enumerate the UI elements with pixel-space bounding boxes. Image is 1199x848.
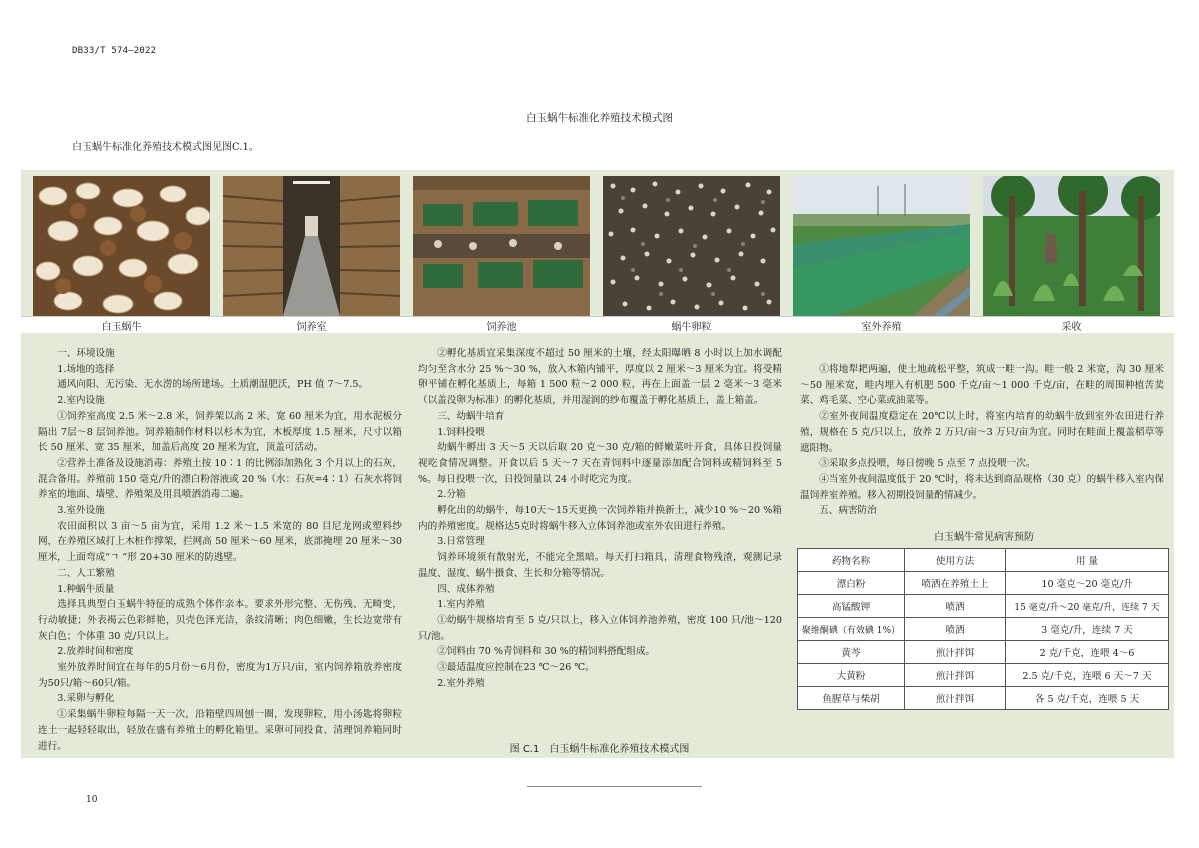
paragraph: 3.室外设施 <box>57 505 105 517</box>
paragraph: 1.饲料投喂 <box>437 426 485 438</box>
paragraph: 四、成体养殖 <box>437 583 495 595</box>
paragraph: 1.室内养殖 <box>437 599 485 611</box>
table-row <box>798 595 1169 618</box>
table-cell: 喷洒 <box>905 618 1006 641</box>
table-row <box>798 664 1169 687</box>
paragraph: 孵化出的幼蜗牛，每10天～15天更换一次饲养箱并换新土，减少10 %～20 %箱内的养殖密度。规格达5克时将蜗牛移入立体饲养池或室外农田进行养殖。 <box>418 505 782 532</box>
paragraph: 2.室内设施 <box>57 395 105 407</box>
table-cell: 大黄粉 <box>798 664 905 687</box>
paragraph: ③最适温度应控制在23 ℃～26 ℃。 <box>437 662 595 674</box>
paragraph: ②营养土准备及设施消毒：养殖土按 10∶1 的比例添加熟化 3 个月以上的石灰，混合备用。养殖前 150 毫克/升的漂白粉溶液或 20 %（水：石灰=4∶1）石灰水将饲养室的地面、墙壁、养殖架及用具喷洒消毒二遍。 <box>38 457 402 501</box>
photo-caption: 饲养池 <box>486 322 517 333</box>
paragraph: 2.室外养殖 <box>437 677 485 689</box>
paragraph: ③采取多点投喂，每日傍晚 5 点至 7 点投喂一次。 <box>819 458 1036 470</box>
page-number: 10 <box>86 795 98 805</box>
paragraph: ①饲养室高度 2.5 米～2.8 米，饲养架以高 2 米、宽 60 厘米为宜，用水泥板分隔出 7层～8 层饲养池。饲养箱制作材料以杉木为宜，木板厚度 1.5 厘米，尺寸以箱长 50 厘米、宽 35 厘米，加盖后高度 20 厘米为宜，顶盖可活动。 <box>38 410 402 454</box>
paragraph: 2.放养时间和密度 <box>57 646 134 658</box>
paragraph: ②室外夜间温度稳定在 20℃以上时，将室内培育的幼蜗牛放到室外农田进行养殖，规格在 5 克/只以上，放养 2 万只/亩～3 万只/亩为宜。同时在畦面上覆盖稻草等遮阳物。 <box>800 411 1164 454</box>
table-row <box>798 641 1169 664</box>
table-cell: 聚维酮碘（有效碘 1%） <box>798 618 905 641</box>
paragraph: ④当室外夜间温度低于 20 ℃时，将未达到商品规格（30 克）的蜗牛移入室内保温饲养室养殖。移入初期投饲量酌情减少。 <box>800 473 1164 501</box>
table-header-cell: 使用方法 <box>905 549 1006 572</box>
table-cell: 高锰酸钾 <box>798 595 905 618</box>
breeding-pool-photo <box>413 176 590 316</box>
text-column-3 <box>800 362 1164 519</box>
breeding-room-photo <box>223 176 400 316</box>
table-cell: 2.5 克/千克，连喂 6 天～7 天 <box>1006 664 1169 687</box>
harvest-photo <box>983 176 1160 316</box>
text-column-1 <box>38 346 402 754</box>
table-title: 白玉蜗牛常见病害预防 <box>934 532 1034 543</box>
table-cell: 煎汁拌饵 <box>905 687 1006 710</box>
paragraph: 五、病害防治 <box>819 505 877 517</box>
paragraph: 1.场地的选择 <box>57 363 115 375</box>
table-cell: 2 克/千克，连喂 4～6 <box>1006 641 1169 664</box>
page-title: 白玉蜗牛标准化养殖技术模式图 <box>526 112 673 124</box>
table-cell: 10 毫克～20 毫克/升 <box>1006 572 1169 595</box>
photo-caption: 室外养殖 <box>861 322 902 333</box>
table-header-row <box>798 549 1169 572</box>
table-cell: 煎汁拌饵 <box>905 641 1006 664</box>
photo-strip <box>33 176 1163 316</box>
photo-caption: 饲养室 <box>296 322 327 333</box>
table-cell: 各 5 克/千克，连喂 5 天 <box>1006 687 1169 710</box>
snail-photo <box>33 176 210 316</box>
table-cell: 煎汁拌饵 <box>905 664 1006 687</box>
table-cell: 喷洒 <box>905 595 1006 618</box>
table-row <box>798 572 1169 595</box>
photo-captions <box>21 316 1174 333</box>
intro-text: 白玉蜗牛标准化养殖技术模式图见图C.1。 <box>72 142 259 153</box>
table-header-cell: 药物名称 <box>798 549 905 572</box>
paragraph: 3.日常管理 <box>437 536 485 548</box>
photo-caption: 白玉蜗牛 <box>101 322 142 333</box>
paragraph: 农田面积以 3 亩～5 亩为宜，采用 1.2 米～1.5 米宽的 80 目尼龙网或塑料纱网，在养殖区域打上木桩作撑架，拦网高 50 厘米～60 厘米，底部掩埋 20 厘米～30 厘米，上面弯成“ㄱ ”形 20+30 厘米的防逃壁。 <box>38 520 402 564</box>
footer-rule <box>527 786 702 787</box>
paragraph: 幼蜗牛孵出 3 天～5 天以后取 20 克～30 克/箱的鲜嫩菜叶开食，具体日投饲量视吃食情况调整。开食以后 5 天～7 天在青饲料中逐量添加配合饲料或精饲料至 5 %。每日投喂一次，日投饲量以 24 小时吃完为度。 <box>418 442 782 485</box>
paragraph: ①幼蜗牛规格培育至 5 克/只以上，移入立体饲养池养殖，密度 100 只/池～120 只/池。 <box>418 614 782 642</box>
paragraph: 一、环境设施 <box>57 348 115 359</box>
table-cell: 鱼腥草与柴胡 <box>798 687 905 710</box>
table-cell: 喷洒在养殖土上 <box>905 572 1006 595</box>
paragraph: 饲养环境须有散射光，不能完全黑暗。每天打扫箱具，清理食物残渣，观测记录温度、湿度、蜗牛摄食、生长和分箱等情况。 <box>418 552 782 579</box>
photo-caption: 蜗牛卵粒 <box>671 322 712 333</box>
disease-prevention-table <box>797 548 1169 710</box>
outdoor-farming-photo <box>793 176 970 316</box>
table-cell: 15 毫克/升～20 毫克/升，连续 7 天 <box>1006 595 1169 618</box>
text-column-2 <box>418 346 782 691</box>
paragraph: 二、人工繁殖 <box>57 567 115 579</box>
paragraph: 3.采卵与孵化 <box>57 693 115 705</box>
table-cell: 3 毫克/升，连续 7 天 <box>1006 618 1169 641</box>
table-cell: 漂白粉 <box>798 572 905 595</box>
table-cell: 黄芩 <box>798 641 905 664</box>
paragraph: 选择具典型白玉蜗牛特征的成熟个体作亲本。要求外形完整、无伤残、无畸变，行动敏捷；外表褐云色彩鲜艳，贝壳色泽光洁，条纹清晰；肉色细嫩，生长边宽带有灰白色；个体重 30 克/只以上。 <box>38 599 402 642</box>
photo-caption: 采收 <box>1061 322 1082 333</box>
paragraph: ②饲料由 70 %青饲料和 30 %的精饲料搭配组成。 <box>437 646 656 658</box>
paragraph: 三、幼蜗牛培育 <box>437 410 505 422</box>
table-row <box>798 687 1169 710</box>
snail-eggs-photo <box>603 176 780 316</box>
paragraph: ②孵化基质宜采集深度不超过 50 厘米的土壤，经太阳曝晒 8 小时以上加水调配均匀至含水分 25 %～30 %，放入木箱内铺平，厚度以 2 厘米～3 厘米为宜。将受精卵平铺在孵化基质上，每箱 1 500 粒～2 000 粒，再在上面盖一层 2 毫米～3 毫米（以盖没卵为标准）的孵化基质，并用湿润的纱布覆盖于孵化基质上，盖上箱盖。 <box>418 348 782 407</box>
paragraph: 1.种蜗牛质量 <box>57 583 115 595</box>
paragraph: ①采集蜗牛卵粒每隔一天一次，沿箱壁四周刨一圈，发现卵粒，用小汤匙将卵粒连土一起轻轻取出，轻放在盛有养殖土的孵化箱里。采卵可同投食、清理饲养箱同时进行。 <box>38 709 402 752</box>
document-code: DB33/T 574—2022 <box>72 46 157 56</box>
table-row <box>798 618 1169 641</box>
paragraph: 2.分箱 <box>437 489 466 501</box>
paragraph: 通风向阳、无污染、无水涝的场所建场。土质潮湿肥沃，PH 值 7～7.5。 <box>57 379 369 391</box>
paragraph: 室外放养时间宜在每年的5月份～6月份，密度为1万只/亩，室内饲养箱放养密度为50只/箱～60只/箱。 <box>38 662 402 689</box>
figure-caption: 图 C.1 白玉蜗牛标准化养殖技术模式图 <box>509 744 690 755</box>
table-header-cell: 用 量 <box>1006 549 1169 572</box>
paragraph: ①将地犁耙两遍，使土地疏松平整，筑成一畦一沟。畦一般 2 米宽，沟 30 厘米～50 厘米宽，畦内埋入有机肥 500 千克/亩～1 000 千克/亩，在畦的周围种植苦荬菜、鸡毛菜、空心菜或油菜等。 <box>800 364 1164 407</box>
